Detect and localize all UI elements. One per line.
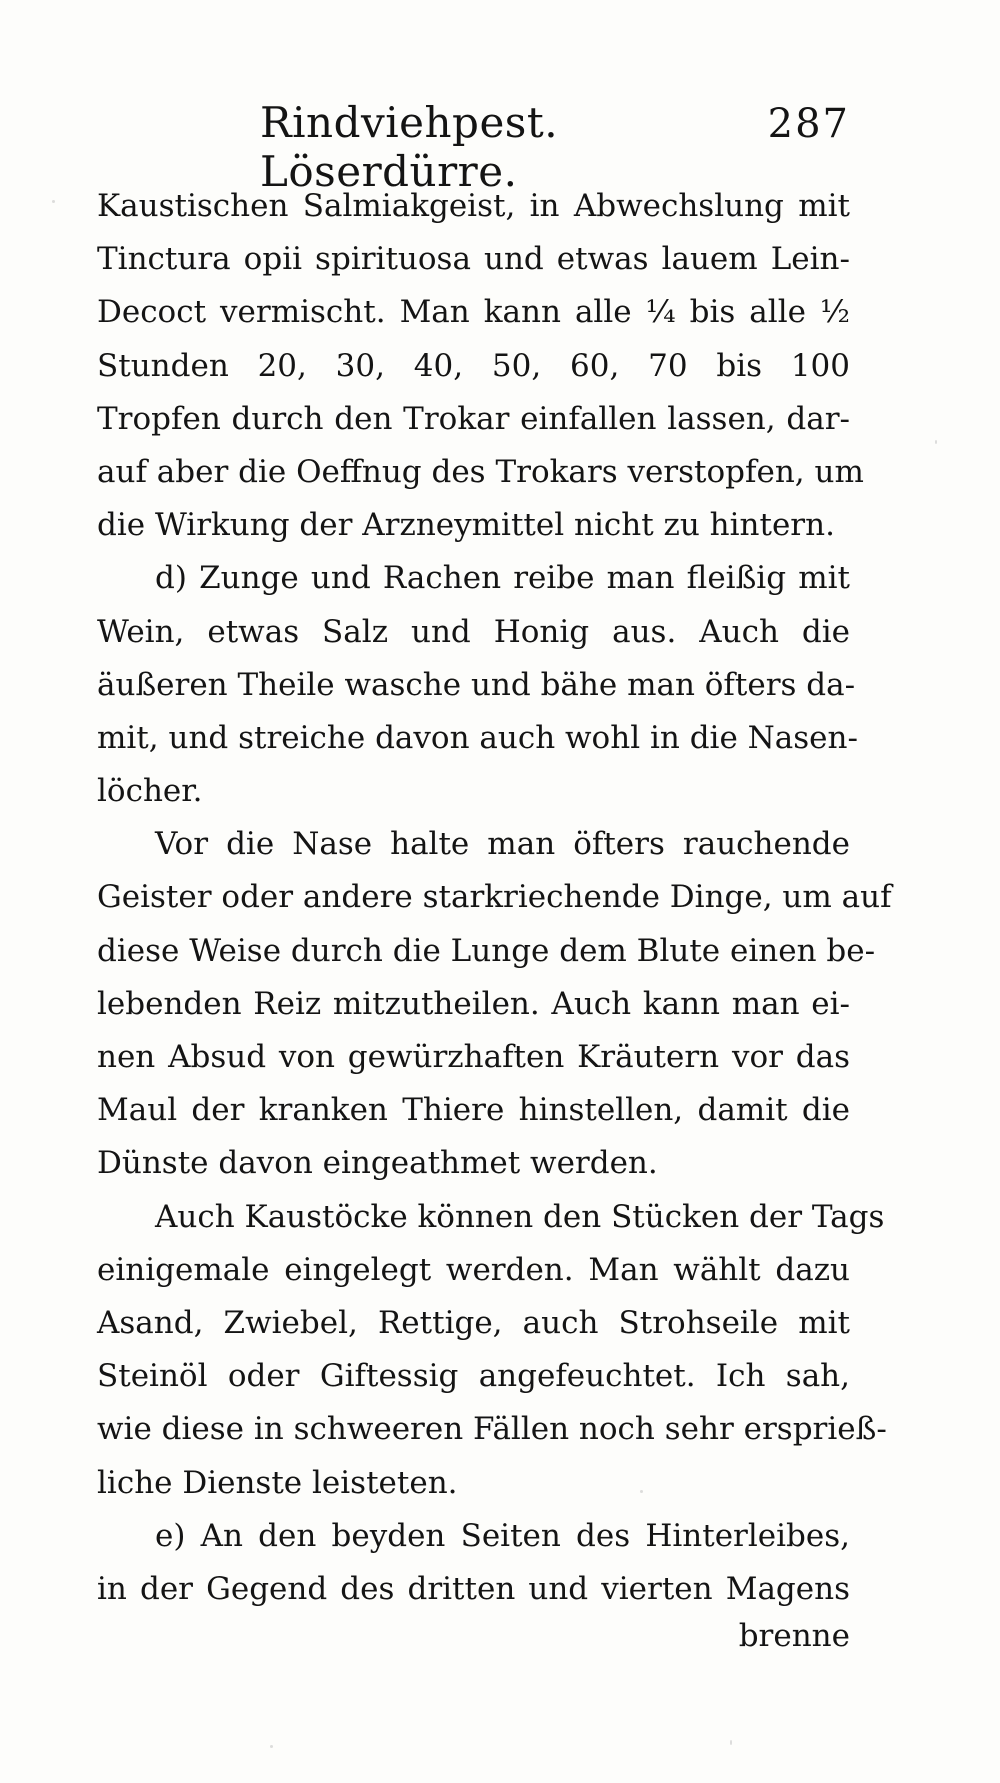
page-header	[260, 98, 850, 196]
text-line: lebenden Reiz mitzutheilen. Auch kann man ei-	[97, 985, 850, 1022]
text-line: Decoct vermischt. Man kann alle ¼ bis alle ½	[97, 294, 850, 331]
paper-speck	[935, 440, 937, 444]
text-line: liche Dienste leisteten.	[97, 1464, 458, 1501]
paper-speck	[52, 200, 55, 203]
text-line: die Wirkung der Arzneymittel nicht zu hintern.	[97, 507, 835, 544]
text-line: in der Gegend des dritten und vierten Magens	[97, 1570, 850, 1607]
text-line: d) Zunge und Rachen reibe man fleißig mit	[155, 560, 850, 597]
text-line: äußeren Theile wasche und bähe man öfters da-	[97, 666, 856, 703]
paragraph-4	[97, 1191, 887, 1510]
text-line: Dünste davon eingeathmet werden.	[97, 1145, 658, 1182]
paragraph-1	[97, 180, 864, 552]
paper-speck	[270, 1745, 273, 1748]
text-line: mit, und streiche davon auch wohl in die Nasen-	[97, 719, 858, 756]
paragraph-3	[97, 818, 892, 1190]
text-line: Asand, Zwiebel, Rettige, auch Strohseile mit	[97, 1304, 850, 1341]
paper-speck	[640, 1490, 643, 1493]
paragraph-2	[97, 552, 858, 818]
text-line: Stunden 20, 30, 40, 50, 60, 70 bis 100	[97, 347, 850, 384]
text-line: Vor die Nase halte man öfters rauchende	[155, 826, 850, 863]
text-line: einigemale eingelegt werden. Man wählt dazu	[97, 1251, 850, 1288]
text-line: e) An den beyden Seiten des Hinterleibes,	[155, 1517, 850, 1554]
text-line: Tropfen durch den Trokar einfallen lassen, dar-	[97, 400, 850, 437]
text-line: löcher.	[97, 773, 203, 810]
paragraph-5	[97, 1510, 850, 1616]
catchword: brenne	[738, 1618, 850, 1654]
text-line: Tinctura opii spirituosa und etwas lauem Lein-	[97, 241, 850, 278]
paper-speck	[730, 1740, 732, 1745]
text-line: Steinöl oder Giftessig angefeuchtet. Ich sah,	[97, 1358, 850, 1395]
text-line: wie diese in schweeren Fällen noch sehr ersprieß-	[97, 1411, 887, 1448]
text-line: Kaustischen Salmiakgeist, in Abwechslung mit	[97, 188, 850, 224]
body-text	[97, 180, 892, 1616]
page-number: 287	[767, 101, 850, 147]
text-line: Wein, etwas Salz und Honig aus. Auch die	[97, 613, 850, 650]
text-line: auf aber die Oeffnug des Trokars verstopfen, um	[97, 453, 864, 490]
text-line: diese Weise durch die Lunge dem Blute einen be-	[97, 932, 876, 969]
running-head: Rindviehpest. Löserdürre.	[260, 98, 559, 196]
text-line: Geister oder andere starkriechende Dinge, um auf	[97, 879, 892, 916]
text-line: Maul der kranken Thiere hinstellen, damit die	[97, 1092, 850, 1129]
text-line: nen Absud von gewürzhaften Kräutern vor das	[97, 1039, 850, 1075]
text-line: Auch Kaustöcke können den Stücken der Tags	[155, 1198, 885, 1235]
